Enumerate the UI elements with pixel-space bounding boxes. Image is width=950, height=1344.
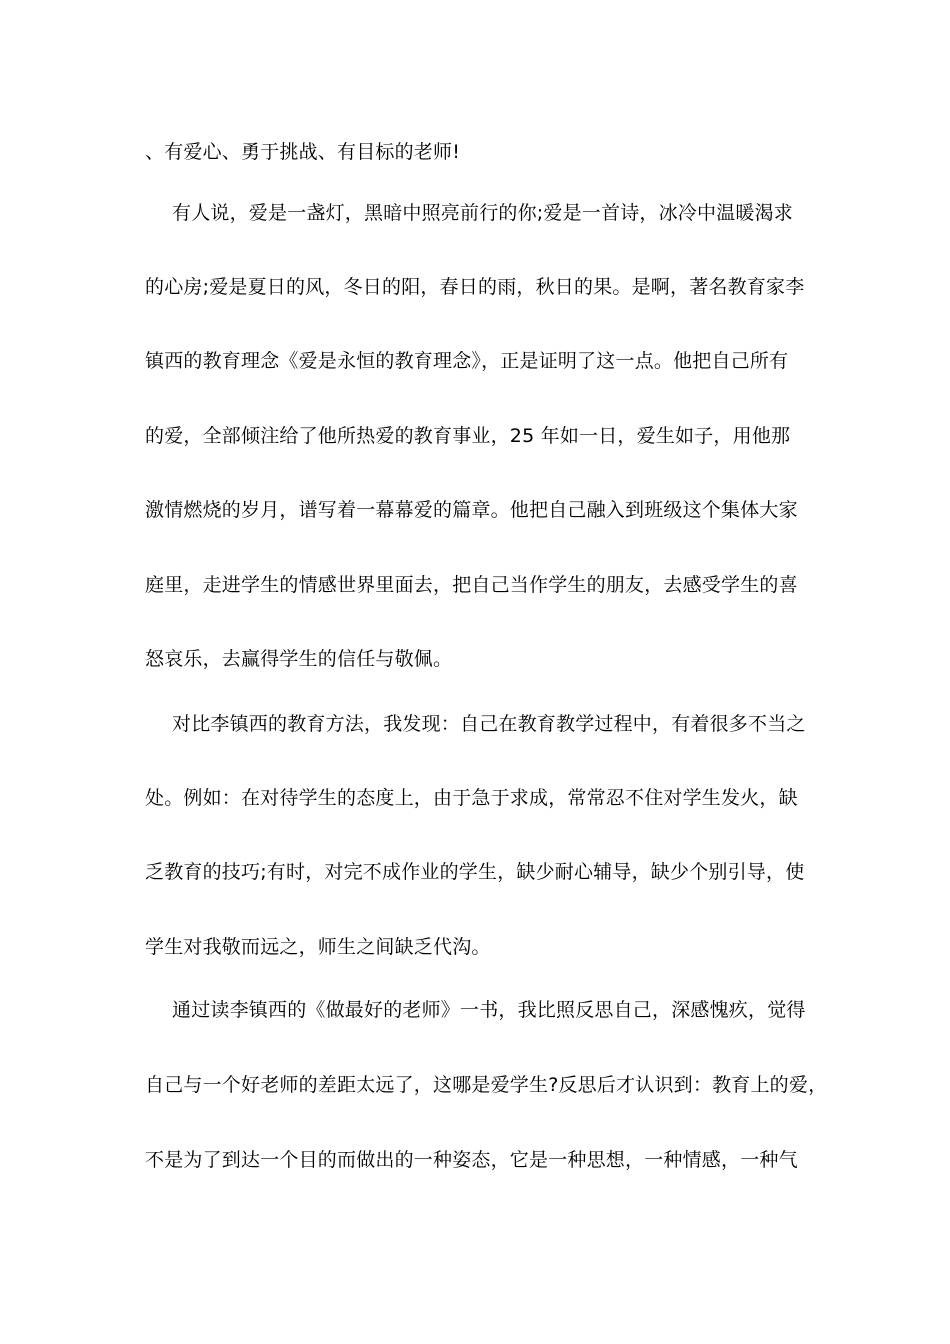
text-line-6: 激情燃烧的岁月，谱写着一幕幕爱的篇章。他把自己融入到班级这个集体大家	[145, 499, 798, 521]
text-line-14: 自己与一个好老师的差距太远了，这哪是爱学生?反思后才认识到：教育上的爱，	[145, 1074, 828, 1096]
text-line-12: 学生对我敬而远之，师生之间缺乏代沟。	[145, 936, 491, 958]
text-line-10: 处。例如：在对待学生的态度上，由于急于求成，常常忍不住对学生发火，缺	[145, 787, 798, 809]
text-line-3: 的心房;爱是夏日的风，冬日的阳，春日的雨，秋日的果。是啊，著名教育家李	[145, 276, 805, 298]
text-line-13: 通过读李镇西的《做最好的老师》一书，我比照反思自己，深感愧疚，觉得	[172, 999, 806, 1021]
text-line-9: 对比李镇西的教育方法，我发现：自己在教育教学过程中，有着很多不当之	[172, 713, 806, 735]
text-line-5: 的爱，全部倾注给了他所热爱的教育事业，25 年如一日，爱生如子，用他那	[145, 425, 791, 447]
text-line-1: 、有爱心、勇于挑战、有目标的老师!	[145, 141, 461, 163]
text-line-4: 镇西的教育理念《爱是永恒的教育理念》，正是证明了这一点。他把自己所有	[145, 350, 789, 372]
text-line-11: 乏教育的技巧;有时，对完不成作业的学生，缺少耐心辅导，缺少个别引导，使	[145, 861, 805, 883]
text-line-2: 有人说，爱是一盏灯，黑暗中照亮前行的你;爱是一首诗，冰冷中温暖渴求	[172, 202, 794, 224]
text-line-15: 不是为了到达一个目的而做出的一种姿态，它是一种思想，一种情感，一种气	[145, 1149, 798, 1171]
text-line-7: 庭里，走进学生的情感世界里面去，把自己当作学生的朋友，去感受学生的喜	[145, 574, 798, 596]
text-line-8: 怒哀乐，去赢得学生的信任与敬佩。	[145, 648, 453, 670]
